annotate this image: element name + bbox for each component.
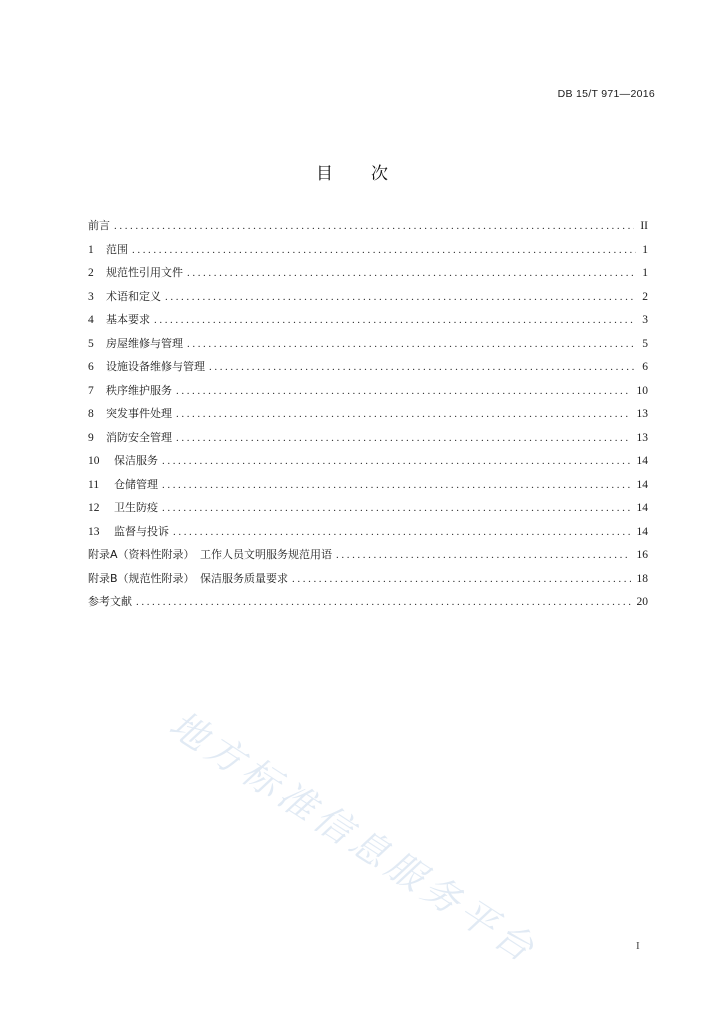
toc-leader-dots xyxy=(132,242,636,258)
toc-entry-label: 附录B（规范性附录） 保洁服务质量要求 xyxy=(88,571,289,585)
toc-entry-number: 9 xyxy=(88,431,94,444)
toc-entry-label: 附录A（资料性附录） 工作人员文明服务规范用语 xyxy=(88,548,333,561)
toc-entry-label: 房屋维修与管理 xyxy=(106,336,183,350)
toc-entry-page: 18 xyxy=(636,572,648,585)
toc-leader-dots xyxy=(209,359,636,375)
toc-entry-page: 13 xyxy=(636,408,648,420)
toc-entry-label: 保洁服务 xyxy=(114,454,158,467)
toc-entry[interactable] xyxy=(88,430,648,454)
toc-entry-label: 范围 xyxy=(106,242,128,256)
toc-entry-page: 2 xyxy=(642,290,648,303)
toc-entry[interactable] xyxy=(88,571,648,595)
page-title: 目次 xyxy=(316,164,426,184)
toc-entry-number: 12 xyxy=(88,502,100,514)
toc-leader-dots xyxy=(176,383,631,399)
toc-entry[interactable] xyxy=(88,547,648,571)
toc-entry[interactable] xyxy=(88,453,648,477)
toc-entry-page: 20 xyxy=(636,596,648,608)
toc-entry-page: 14 xyxy=(636,478,648,491)
toc-leader-dots xyxy=(162,453,631,469)
toc-entry-page: 13 xyxy=(636,431,648,444)
table-of-contents xyxy=(88,218,648,618)
toc-entry-page: II xyxy=(640,220,648,232)
toc-entry-number: 8 xyxy=(88,408,94,420)
toc-leader-dots xyxy=(162,500,631,516)
toc-entry[interactable] xyxy=(88,383,648,407)
toc-entry-number: 5 xyxy=(88,337,94,350)
toc-entry-number: 6 xyxy=(88,361,94,373)
watermark: 地方标准信息服务平台 xyxy=(161,702,546,973)
toc-entry-number: 11 xyxy=(88,478,100,491)
toc-entry-number: 2 xyxy=(88,267,94,279)
toc-leader-dots xyxy=(292,571,630,587)
toc-entry[interactable] xyxy=(88,477,648,501)
toc-entry-number: 7 xyxy=(88,384,94,397)
toc-entry-label: 秩序维护服务 xyxy=(106,383,172,397)
toc-entry[interactable] xyxy=(88,406,648,430)
toc-entry-number: 3 xyxy=(88,290,94,303)
toc-entry-number: 1 xyxy=(88,243,94,256)
toc-entry-page: 16 xyxy=(636,549,648,561)
toc-entry-number: 13 xyxy=(88,525,100,538)
toc-entry[interactable] xyxy=(88,218,648,242)
toc-entry-number: 4 xyxy=(88,314,94,326)
toc-entry-page: 5 xyxy=(642,337,648,350)
toc-entry[interactable] xyxy=(88,500,648,524)
toc-entry-label: 前言 xyxy=(88,219,110,232)
toc-entry-label: 术语和定义 xyxy=(106,289,161,303)
toc-leader-dots xyxy=(176,430,631,446)
toc-entry-label: 卫生防疫 xyxy=(114,501,158,514)
toc-entry-label: 规范性引用文件 xyxy=(106,266,183,279)
toc-leader-dots xyxy=(114,218,634,234)
toc-entry[interactable] xyxy=(88,312,648,336)
page-number: I xyxy=(636,940,640,952)
toc-entry[interactable] xyxy=(88,336,648,360)
toc-entry[interactable] xyxy=(88,594,648,618)
toc-leader-dots xyxy=(187,265,636,281)
toc-entry-label: 参考文献 xyxy=(88,595,132,608)
toc-leader-dots xyxy=(173,524,631,540)
toc-entry[interactable] xyxy=(88,359,648,383)
toc-leader-dots xyxy=(176,406,631,422)
toc-entry-label: 仓储管理 xyxy=(114,477,158,491)
standard-code: DB 15/T 971—2016 xyxy=(557,88,655,100)
toc-entry-label: 设施设备维修与管理 xyxy=(106,360,205,373)
toc-entry-label: 基本要求 xyxy=(106,313,150,326)
toc-entry-label: 突发事件处理 xyxy=(106,407,172,420)
toc-leader-dots xyxy=(162,477,631,493)
toc-entry-page: 1 xyxy=(642,267,648,279)
toc-leader-dots xyxy=(336,547,630,563)
toc-entry-label: 消防安全管理 xyxy=(106,430,172,444)
toc-entry[interactable] xyxy=(88,242,648,266)
toc-leader-dots xyxy=(165,289,636,305)
toc-entry-number: 10 xyxy=(88,455,100,467)
toc-entry-page: 14 xyxy=(636,455,648,467)
toc-leader-dots xyxy=(154,312,636,328)
toc-entry[interactable] xyxy=(88,265,648,289)
toc-leader-dots xyxy=(187,336,636,352)
toc-entry[interactable] xyxy=(88,289,648,313)
toc-entry-page: 3 xyxy=(642,314,648,326)
toc-entry-page: 6 xyxy=(642,361,648,373)
toc-entry-label: 监督与投诉 xyxy=(114,524,169,538)
toc-entry-page: 14 xyxy=(636,525,648,538)
toc-entry-page: 1 xyxy=(642,243,648,256)
toc-entry-page: 10 xyxy=(636,384,648,397)
toc-entry-page: 14 xyxy=(636,502,648,514)
toc-leader-dots xyxy=(136,594,631,610)
toc-entry[interactable] xyxy=(88,524,648,548)
